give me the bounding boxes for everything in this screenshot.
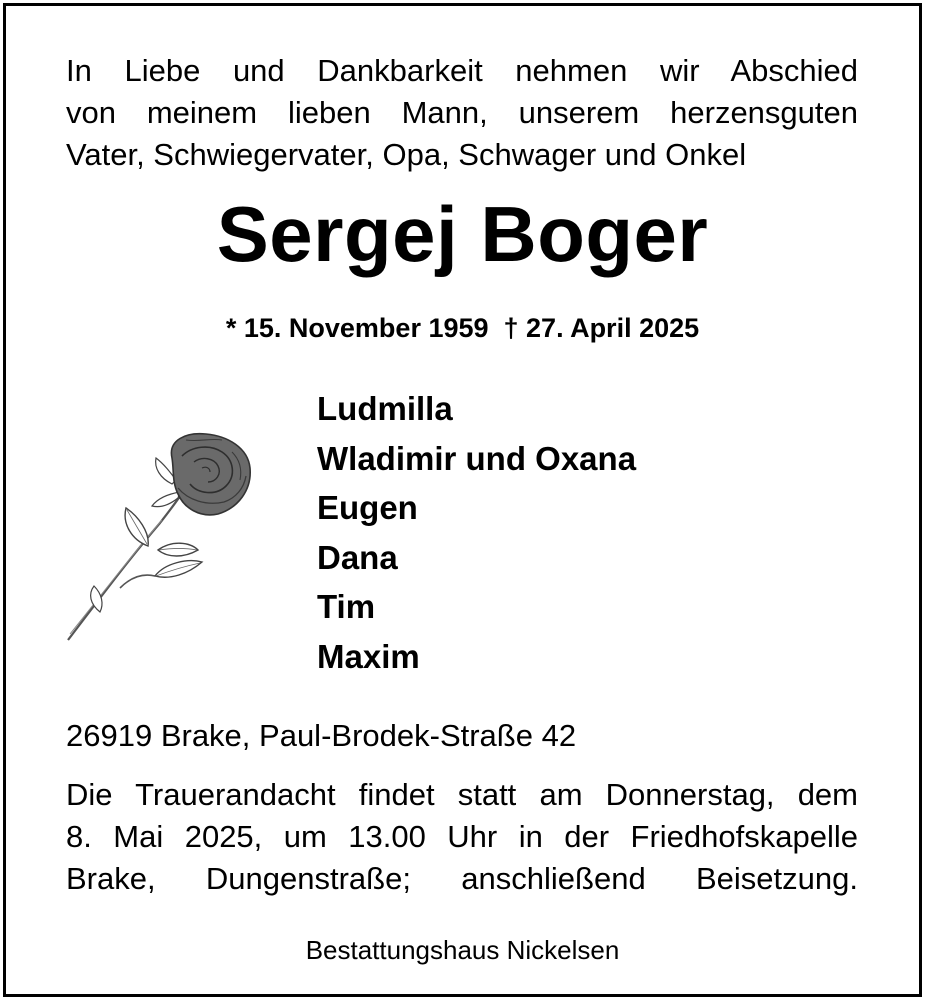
- family-member: Dana: [317, 538, 398, 576]
- deceased-name: Sergej Boger: [216, 190, 709, 278]
- address: 26919 Brake, Paul-Brodek-Straße 42: [66, 718, 577, 753]
- family-member: Maxim: [317, 637, 420, 675]
- rose-icon: [60, 428, 260, 648]
- family-member: Wladimir und Oxana: [317, 439, 637, 477]
- family-member: Eugen: [317, 489, 418, 526]
- intro-line: von meinem lieben Mann, unserem herzensguten: [66, 95, 858, 130]
- family-member: Tim: [317, 588, 376, 625]
- intro-text: [66, 50, 858, 176]
- service-line: Brake, Dungenstraße; anschließend Beisetzung.: [66, 861, 858, 896]
- family-member: Ludmilla: [317, 390, 453, 427]
- intro-line: Vater, Schwiegervater, Opa, Schwager und Onkel: [66, 137, 747, 172]
- service-line: 8. Mai 2025, um 13.00 Uhr in der Friedhofskapelle: [66, 819, 858, 854]
- service-info: [66, 774, 858, 900]
- family-list: [317, 384, 636, 681]
- intro-line: In Liebe und Dankbarkeit nehmen wir Abschied: [66, 53, 858, 88]
- life-dates: * 15. November 1959 † 27. April 2025: [225, 313, 700, 343]
- funeral-home: Bestattungshaus Nickelsen: [305, 935, 620, 965]
- service-line: Die Trauerandacht findet statt am Donnerstag, dem: [66, 777, 858, 812]
